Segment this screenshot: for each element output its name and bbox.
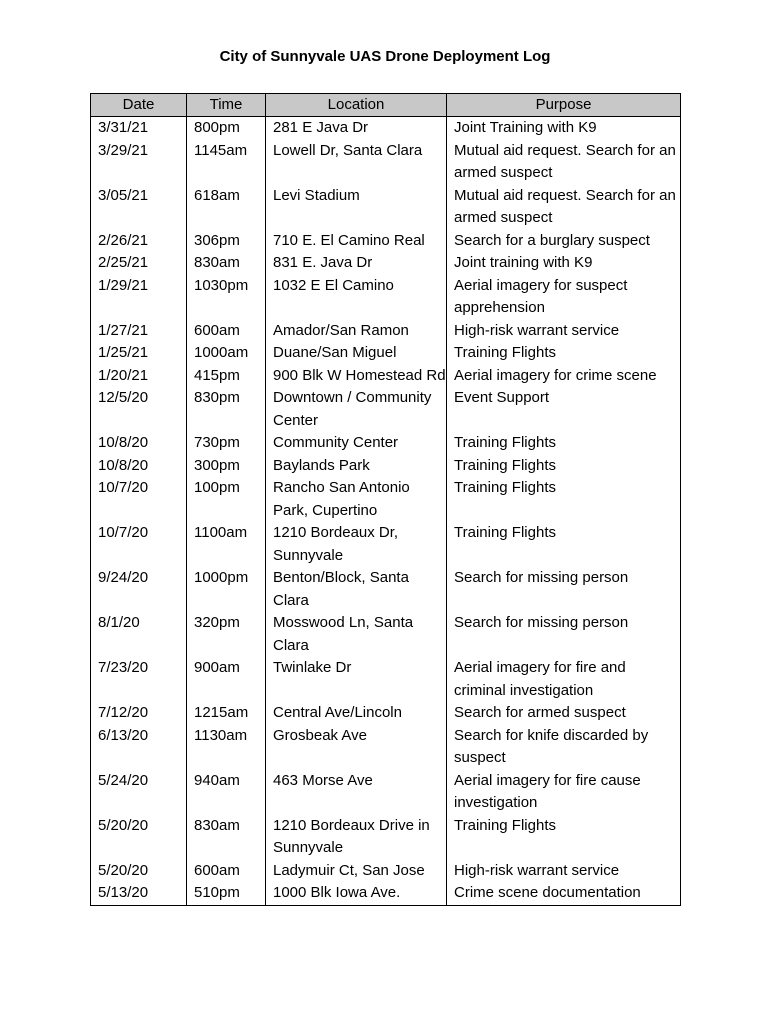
table-row xyxy=(91,567,681,612)
table-row xyxy=(91,725,681,770)
cell-date: 8/1/20 xyxy=(91,612,187,657)
cell-date: 3/29/21 xyxy=(91,140,187,185)
cell-purpose: Mutual aid request. Search for an armed suspect xyxy=(447,140,681,185)
table-row xyxy=(91,657,681,702)
cell-time: 1030pm xyxy=(187,275,266,320)
table-row xyxy=(91,770,681,815)
cell-date: 2/26/21 xyxy=(91,230,187,253)
cell-purpose: Joint training with K9 xyxy=(447,252,681,275)
cell-time: 300pm xyxy=(187,455,266,478)
cell-date: 5/20/20 xyxy=(91,860,187,883)
cell-date: 1/27/21 xyxy=(91,320,187,343)
cell-location: Lowell Dr, Santa Clara xyxy=(266,140,447,185)
cell-time: 600am xyxy=(187,320,266,343)
cell-purpose: Search for a burglary suspect xyxy=(447,230,681,253)
table-row xyxy=(91,432,681,455)
table-row xyxy=(91,815,681,860)
cell-date: 5/13/20 xyxy=(91,882,187,905)
cell-location: 900 Blk W Homestead Rd xyxy=(266,365,447,388)
cell-time: 510pm xyxy=(187,882,266,905)
cell-date: 7/23/20 xyxy=(91,657,187,702)
cell-date: 9/24/20 xyxy=(91,567,187,612)
table-row xyxy=(91,275,681,320)
cell-time: 900am xyxy=(187,657,266,702)
cell-purpose: Training Flights xyxy=(447,522,681,567)
table-row xyxy=(91,882,681,905)
cell-date: 10/8/20 xyxy=(91,432,187,455)
table-row xyxy=(91,320,681,343)
cell-date: 2/25/21 xyxy=(91,252,187,275)
cell-purpose: High-risk warrant service xyxy=(447,860,681,883)
table-row xyxy=(91,252,681,275)
cell-location: 1210 Bordeaux Drive in Sunnyvale xyxy=(266,815,447,860)
table-row xyxy=(91,860,681,883)
cell-location: 710 E. El Camino Real xyxy=(266,230,447,253)
cell-purpose: Search for missing person xyxy=(447,567,681,612)
table-row xyxy=(91,477,681,522)
cell-location: Levi Stadium xyxy=(266,185,447,230)
cell-time: 100pm xyxy=(187,477,266,522)
cell-date: 10/7/20 xyxy=(91,522,187,567)
cell-date: 5/20/20 xyxy=(91,815,187,860)
cell-purpose: Training Flights xyxy=(447,432,681,455)
cell-date: 12/5/20 xyxy=(91,387,187,432)
cell-location: Duane/San Miguel xyxy=(266,342,447,365)
cell-location: 831 E. Java Dr xyxy=(266,252,447,275)
cell-time: 618am xyxy=(187,185,266,230)
cell-location: Amador/San Ramon xyxy=(266,320,447,343)
cell-location: Grosbeak Ave xyxy=(266,725,447,770)
cell-time: 830am xyxy=(187,815,266,860)
table-row xyxy=(91,230,681,253)
table-row xyxy=(91,140,681,185)
cell-purpose: Training Flights xyxy=(447,477,681,522)
cell-time: 1130am xyxy=(187,725,266,770)
cell-location: Baylands Park xyxy=(266,455,447,478)
cell-location: 1032 E El Camino xyxy=(266,275,447,320)
cell-date: 10/8/20 xyxy=(91,455,187,478)
cell-purpose: Mutual aid request. Search for an armed suspect xyxy=(447,185,681,230)
page-title: City of Sunnyvale UAS Drone Deployment Log xyxy=(219,48,551,65)
cell-date: 3/05/21 xyxy=(91,185,187,230)
cell-time: 830pm xyxy=(187,387,266,432)
column-header-date: Date xyxy=(91,94,187,117)
cell-time: 730pm xyxy=(187,432,266,455)
cell-time: 1000am xyxy=(187,342,266,365)
cell-purpose: High-risk warrant service xyxy=(447,320,681,343)
cell-purpose: Search for armed suspect xyxy=(447,702,681,725)
cell-date: 10/7/20 xyxy=(91,477,187,522)
table-row xyxy=(91,702,681,725)
cell-time: 415pm xyxy=(187,365,266,388)
cell-purpose: Aerial imagery for fire cause investigation xyxy=(447,770,681,815)
cell-location: Twinlake Dr xyxy=(266,657,447,702)
cell-time: 1100am xyxy=(187,522,266,567)
cell-time: 1215am xyxy=(187,702,266,725)
table-row xyxy=(91,185,681,230)
column-header-location: Location xyxy=(266,94,447,117)
deployment-log-table xyxy=(90,93,681,906)
table-row xyxy=(91,117,681,140)
table-row xyxy=(91,387,681,432)
cell-purpose: Search for missing person xyxy=(447,612,681,657)
cell-time: 600am xyxy=(187,860,266,883)
cell-location: Mosswood Ln, Santa Clara xyxy=(266,612,447,657)
cell-date: 7/12/20 xyxy=(91,702,187,725)
cell-time: 1145am xyxy=(187,140,266,185)
cell-location: Ladymuir Ct, San Jose xyxy=(266,860,447,883)
cell-time: 306pm xyxy=(187,230,266,253)
cell-purpose: Training Flights xyxy=(447,455,681,478)
cell-location: 1210 Bordeaux Dr, Sunnyvale xyxy=(266,522,447,567)
table-row xyxy=(91,342,681,365)
cell-location: Community Center xyxy=(266,432,447,455)
cell-purpose: Aerial imagery for crime scene xyxy=(447,365,681,388)
cell-purpose: Search for knife discarded by suspect xyxy=(447,725,681,770)
cell-location: Rancho San Antonio Park, Cupertino xyxy=(266,477,447,522)
cell-purpose: Training Flights xyxy=(447,815,681,860)
cell-date: 1/25/21 xyxy=(91,342,187,365)
cell-purpose: Event Support xyxy=(447,387,681,432)
table-body xyxy=(91,117,681,906)
cell-location: Benton/Block, Santa Clara xyxy=(266,567,447,612)
table-row xyxy=(91,455,681,478)
cell-date: 5/24/20 xyxy=(91,770,187,815)
cell-time: 1000pm xyxy=(187,567,266,612)
cell-purpose: Joint Training with K9 xyxy=(447,117,681,140)
table-row xyxy=(91,365,681,388)
cell-location: 281 E Java Dr xyxy=(266,117,447,140)
cell-date: 6/13/20 xyxy=(91,725,187,770)
table-header-row xyxy=(91,94,681,117)
cell-purpose: Training Flights xyxy=(447,342,681,365)
cell-time: 940am xyxy=(187,770,266,815)
table-row xyxy=(91,522,681,567)
cell-location: 1000 Blk Iowa Ave. xyxy=(266,882,447,905)
cell-time: 800pm xyxy=(187,117,266,140)
cell-date: 1/20/21 xyxy=(91,365,187,388)
column-header-time: Time xyxy=(187,94,266,117)
cell-time: 320pm xyxy=(187,612,266,657)
cell-location: 463 Morse Ave xyxy=(266,770,447,815)
cell-purpose: Aerial imagery for fire and criminal investigation xyxy=(447,657,681,702)
cell-date: 1/29/21 xyxy=(91,275,187,320)
cell-purpose: Aerial imagery for suspect apprehension xyxy=(447,275,681,320)
table-row xyxy=(91,612,681,657)
cell-time: 830am xyxy=(187,252,266,275)
cell-location: Central Ave/Lincoln xyxy=(266,702,447,725)
cell-date: 3/31/21 xyxy=(91,117,187,140)
cell-purpose: Crime scene documentation xyxy=(447,882,681,905)
column-header-purpose: Purpose xyxy=(447,94,681,117)
cell-location: Downtown / Community Center xyxy=(266,387,447,432)
